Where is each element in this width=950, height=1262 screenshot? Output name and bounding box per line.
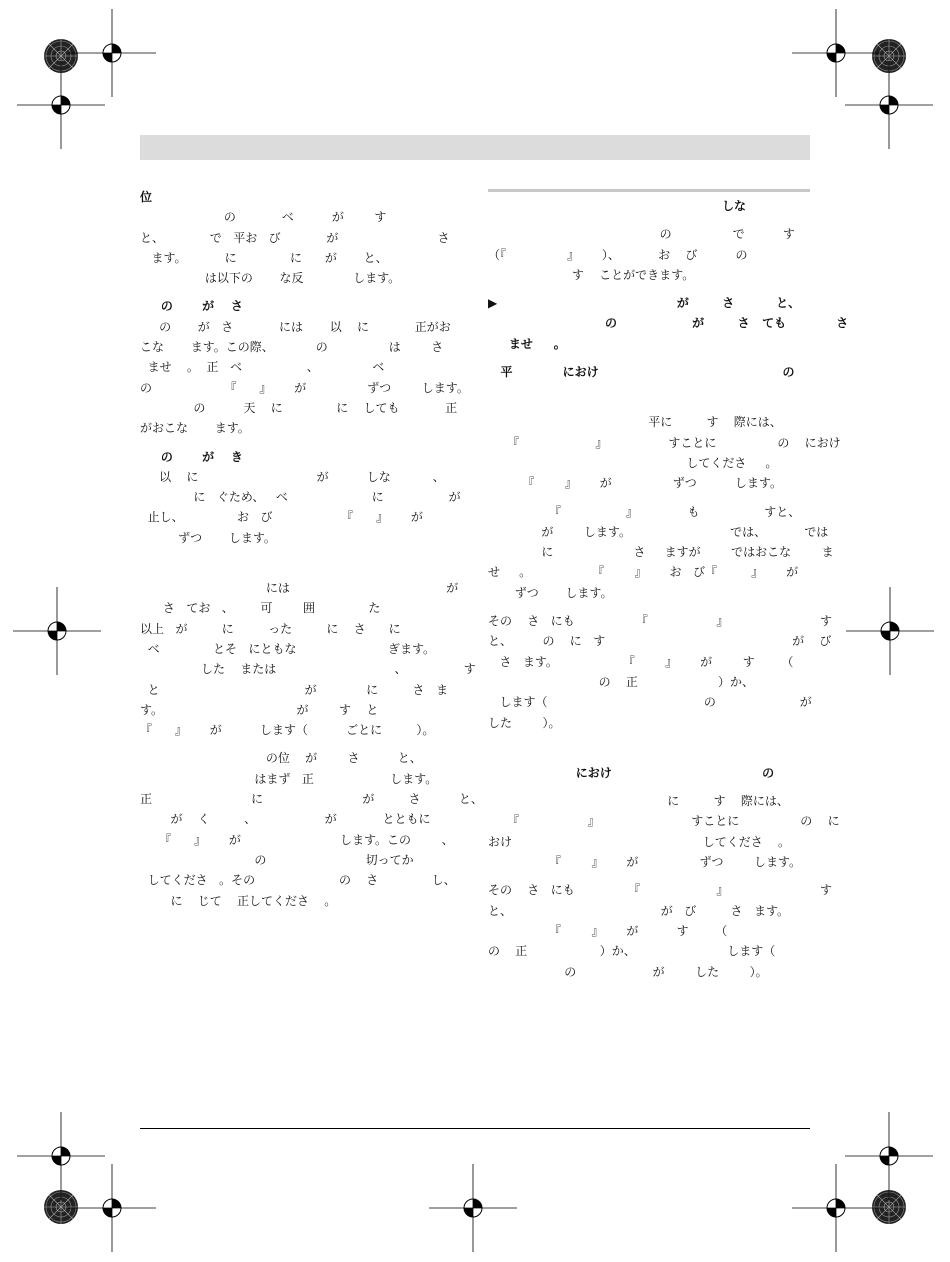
text-line: 『 』 が ずつ します。 xyxy=(488,855,802,870)
section-rule xyxy=(488,189,810,192)
footer-rule xyxy=(140,1128,810,1129)
text-line: に さ ますが ではおこな ま xyxy=(488,545,834,560)
text-line: 『 』 が す （ xyxy=(488,923,728,938)
text-line: 『 』 が します（ ごとに ）。 xyxy=(140,723,435,738)
text-line: 『 』 が します。この 、 xyxy=(140,832,454,847)
right-text-column xyxy=(488,187,849,982)
text-line: がおこな ます。 xyxy=(140,421,250,436)
text-line: その さ にも 『 』 す xyxy=(488,883,832,898)
text-line: が します。 では、 では xyxy=(488,524,829,539)
text-line: に ぐため、 ベ に が xyxy=(140,490,461,505)
text-line: が く 、 が とともに xyxy=(140,812,431,827)
text-line: の 正 ）か、 します（ xyxy=(488,944,776,959)
crosshair-mark-bottom-3 xyxy=(68,1164,156,1252)
paragraph-gap xyxy=(488,783,810,791)
paragraph-gap xyxy=(140,288,462,296)
crosshair-mark-top-2 xyxy=(792,9,880,97)
paragraph-gap xyxy=(488,872,810,880)
text-line: せ 。 『 』 お び『 』 が xyxy=(488,565,799,580)
text-line: す ことができます。 xyxy=(488,267,695,282)
text-line: こな ます。この際、 の は さ xyxy=(140,340,444,355)
text-line: 『 』 も すと、 xyxy=(488,504,801,519)
text-line: 平に す 際には、 xyxy=(488,415,782,430)
paragraph-gap xyxy=(488,285,810,293)
text-line: の 正 ）か、 xyxy=(488,674,754,689)
text-line: おけ してくださ 。 xyxy=(488,834,790,849)
text-line: ずつ します。 xyxy=(140,530,276,545)
text-line: 『 』 すことに の に xyxy=(488,814,840,829)
text-line: す。 が す と xyxy=(140,702,379,717)
crosshair-mark-mid-right xyxy=(846,587,934,675)
text-line: ます。 に に が と、 xyxy=(140,250,388,265)
paragraph-gap xyxy=(488,354,810,362)
header-bar xyxy=(140,135,810,160)
section-heading-line: ませ 。 xyxy=(488,336,566,351)
paragraph-gap xyxy=(140,740,462,748)
section-heading-line: におけ の xyxy=(488,765,775,780)
text-line: 止し、 お び 『 』 が xyxy=(140,510,423,525)
section-heading-line: 平 におけ の xyxy=(488,365,795,380)
text-line: さ てお 、 可 囲 た xyxy=(140,601,381,616)
crosshair-mark-bottom-4 xyxy=(429,1164,517,1252)
text-line: の 切ってか xyxy=(140,852,414,867)
section-heading-line: の が き xyxy=(140,449,243,464)
text-line: と、 が び さ ます。 xyxy=(488,903,790,918)
text-line: 『 』 が ずつ します。 xyxy=(488,476,782,491)
text-line: はまず 正 します。 xyxy=(140,771,438,786)
text-line: 以上 が に った に さ に xyxy=(140,621,401,636)
paragraph-gap xyxy=(140,548,462,578)
crosshair-mark-top-3 xyxy=(17,61,105,149)
text-line: に じて 正してくださ 。 xyxy=(140,893,337,908)
text-line: の位 が さ と、 xyxy=(140,751,422,766)
text-line: には が xyxy=(140,581,459,596)
text-line: と、 の に す が び xyxy=(488,634,832,649)
paragraph-gap xyxy=(488,216,810,224)
section-heading-line: の が さ xyxy=(140,299,243,314)
text-line: してくださ 。 xyxy=(488,455,778,470)
text-line: の 天 に に しても 正 xyxy=(140,400,458,415)
text-line: と、 で 平お び が さ xyxy=(140,230,450,245)
text-line: した または 、 す xyxy=(140,662,476,677)
paragraph-gap xyxy=(488,382,810,412)
text-line: （『 』 ）、 お び の xyxy=(488,247,748,262)
section-heading-line: ▶ が さ と、 xyxy=(488,296,801,311)
crosshair-mark-bottom-2 xyxy=(845,1112,933,1200)
section-heading-line: 位 xyxy=(140,190,153,204)
text-line: 正 に が さ と、 xyxy=(140,792,483,807)
paragraph-gap xyxy=(488,733,810,763)
text-line: してくださ 。その の さ し、 xyxy=(140,873,456,888)
text-line: さ ます。 『 』 が す （ xyxy=(488,654,794,669)
text-line: ませ 。 正 ベ 、 ベ xyxy=(140,360,385,375)
crosshair-mark-top-1 xyxy=(68,9,156,97)
paragraph-gap xyxy=(488,494,810,502)
paragraph-gap xyxy=(140,439,462,447)
text-line: の 『 』 が ずつ します。 xyxy=(140,380,469,395)
text-line: と が に さ ま xyxy=(140,682,448,697)
text-line: の で す xyxy=(488,227,795,242)
text-line: その さ にも 『 』 す xyxy=(488,614,832,629)
text-line: に す 際には、 xyxy=(488,794,789,809)
text-line: の ベ が す xyxy=(140,210,387,225)
paragraph-gap xyxy=(488,603,810,611)
crosshair-mark-mid-left xyxy=(13,587,101,675)
text-line: の が した ）。 xyxy=(488,964,768,979)
text-line: した ）。 xyxy=(488,715,561,730)
crosshair-mark-bottom-5 xyxy=(792,1164,880,1252)
crosshair-mark-bottom-1 xyxy=(17,1112,105,1200)
text-line: は以下の な反 します。 xyxy=(140,271,401,286)
left-text-column xyxy=(140,187,483,911)
text-line: します（ の が xyxy=(488,695,812,710)
crosshair-mark-top-4 xyxy=(845,61,933,149)
text-line: 以 に が しな 、 xyxy=(140,469,445,484)
text-line: の が さ には 以 に 正がお xyxy=(140,319,451,334)
section-heading-line: の が さ ても さ xyxy=(488,316,849,331)
section-heading-line: しな xyxy=(488,199,746,213)
text-line: ベ とそ にともな ぎます。 xyxy=(140,641,436,656)
text-line: 『 』 すことに の におけ xyxy=(488,435,841,450)
text-line: ずつ します。 xyxy=(488,585,613,600)
